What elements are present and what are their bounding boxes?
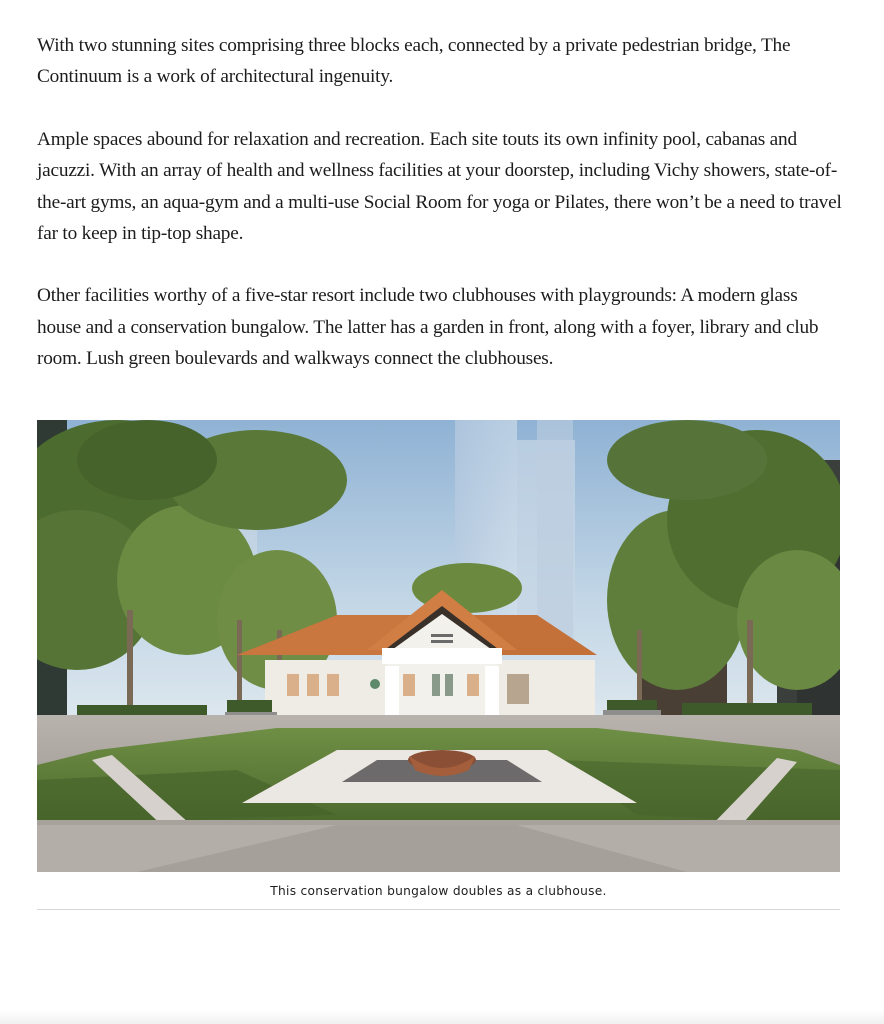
page-bottom-edge xyxy=(0,1010,884,1024)
article-figure xyxy=(37,420,840,910)
caption-divider xyxy=(37,909,840,910)
article-body xyxy=(37,30,845,375)
bungalow-clubhouse-image xyxy=(37,420,840,872)
figure-caption: This conservation bungalow doubles as a clubhouse. xyxy=(270,884,607,898)
paragraph-3: Other facilities worthy of a five-star resort include two clubhouses with playgrounds: A modern glass house and a conservation bungalow. The latter has a garden in front, along with a foyer, library and club room. Lush green boulevards and walkways connect the clubhouses. xyxy=(37,285,819,370)
paragraph-1: With two stunning sites comprising three blocks each, connected by a private pedestrian bridge, The Continuum is a work of architectural ingenuity. xyxy=(37,35,791,88)
paragraph-2: Ample spaces abound for relaxation and recreation. Each site touts its own infinity pool, cabanas and jacuzzi. With an array of health and wellness facilities at your doorstep, including Vichy showers, state-of-the-art gyms, an aqua-gym and a multi-use Social Room for yoga or Pilates, there won’t be a need to travel far to keep in tip-top shape. xyxy=(37,128,842,245)
